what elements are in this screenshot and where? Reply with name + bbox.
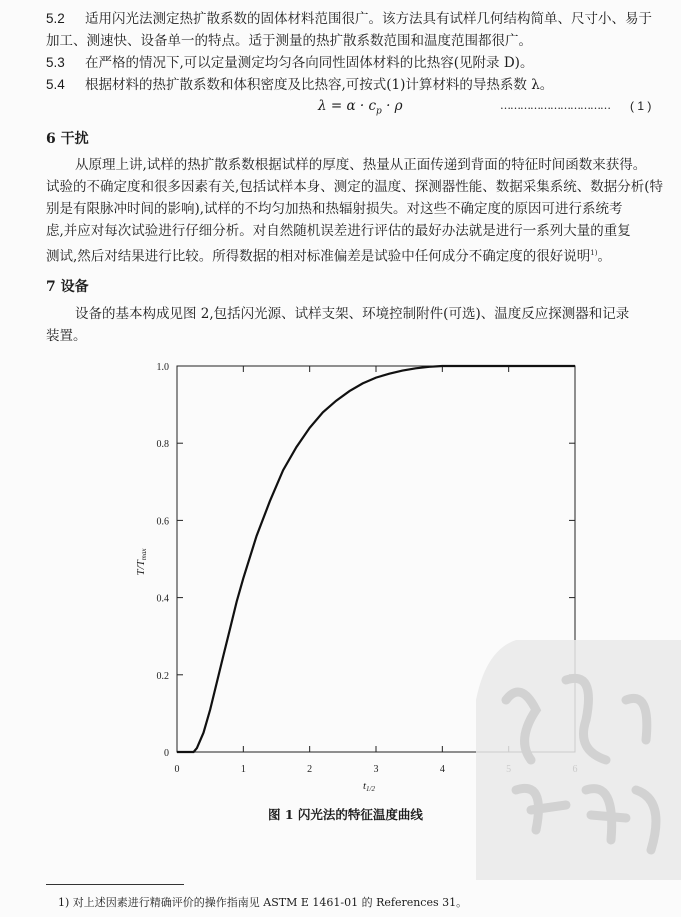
equation-lhs: λ = α · c bbox=[318, 98, 377, 114]
y-tick-label: 1.0 bbox=[156, 362, 169, 373]
x-tick-label: 2 bbox=[307, 764, 313, 775]
x-axis-label bbox=[363, 780, 376, 793]
section-6-line-5: 测试,然后对结果进行比较。所得数据的相对标准偏差是试验中任何成分不确定度的很好说明$^{1)}$。 bbox=[46, 248, 611, 265]
section-5-2-line-2: 加工、测速快、设备单一的特点。适于测量的热扩散系数范围和温度范围都很广。 bbox=[46, 33, 532, 49]
section-5-4-line-1: 根据材料的热扩散系数和体积密度及比热容,可按式(1)计算材料的导热系数 λ。 bbox=[85, 77, 554, 93]
equation-number: ( 1 ) bbox=[630, 99, 652, 113]
watermark-seal bbox=[476, 640, 681, 880]
y-axis-label bbox=[135, 548, 148, 576]
section-5-2-number: 5.2 bbox=[46, 11, 65, 26]
section-7-line-1: 设备的基本构成见图 2,包括闪光源、试样支架、环境控制附件(可选)、温度反应探测器和记录 bbox=[75, 306, 630, 322]
y-tick-label: 0.4 bbox=[156, 593, 169, 605]
equation-1 bbox=[318, 95, 403, 123]
x-tick-label: 1 bbox=[240, 764, 246, 775]
equation-leader-dots: …………………………… bbox=[500, 99, 610, 112]
x-tick-label: 0 bbox=[174, 764, 180, 775]
section-6-heading: 6 干扰 bbox=[46, 131, 89, 147]
y-tick-label: 0.2 bbox=[156, 670, 169, 682]
footnote-reference: 1) bbox=[590, 249, 598, 257]
equation-rhs: · ρ bbox=[381, 98, 403, 114]
section-5-3-number: 5.3 bbox=[46, 55, 65, 70]
x-axis-label-main: t bbox=[362, 780, 367, 792]
section-6-line-2: 试验的不确定度和很多因素有关,包括试样本身、测定的温度、探测器性能、数据采集系统、数据分析(特 bbox=[46, 179, 664, 195]
section-7-line-2: 装置。 bbox=[46, 328, 87, 344]
x-axis-label-sub: 1/2 bbox=[366, 785, 376, 793]
section-6-line-4: 虑,并应对每次试验进行仔细分析。对自然随机误差进行评估的最好办法就是进行一系列大量的重复 bbox=[46, 223, 631, 239]
x-tick-label: 4 bbox=[439, 764, 445, 775]
section-5-2-line-1: 适用闪光法测定热扩散系数的固体材料范围很广。该方法具有试样几何结构简单、尺寸小、易于 bbox=[85, 11, 652, 27]
footnote-text: 1) 对上述因素进行精确评价的操作指南见 ASTM E 1461-01 的 References 31。 bbox=[58, 896, 468, 909]
figure-caption: 图 1 闪光法的特征温度曲线 bbox=[268, 807, 423, 822]
section-5-4-number: 5.4 bbox=[46, 77, 65, 92]
y-axis-label-sub: max bbox=[140, 548, 148, 561]
footnote-separator bbox=[46, 884, 184, 885]
y-tick-label: 0 bbox=[164, 748, 169, 759]
y-axis-label-main: T/T bbox=[135, 560, 147, 576]
y-tick-label: 0.6 bbox=[156, 516, 169, 528]
section-6-line-5-text: 测试,然后对结果进行比较。所得数据的相对标准偏差是试验中任何成分不确定度的很好说明 bbox=[46, 248, 591, 265]
section-7-heading: 7 设备 bbox=[46, 279, 89, 295]
section-5-3-line-1: 在严格的情况下,可以定量测定均匀各向同性固体材料的比热容(见附录 D)。 bbox=[85, 55, 534, 71]
section-6-line-1: 从原理上讲,试样的热扩散系数根据试样的厚度、热量从正面传递到背面的特征时间函数来获得。 bbox=[75, 157, 647, 173]
x-tick-label: 3 bbox=[373, 764, 379, 775]
y-tick-label: 0.8 bbox=[156, 439, 169, 451]
equation-subscript: p bbox=[376, 106, 382, 117]
section-6-line-3: 别是有限脉冲时间的影响),试样的不均匀加热和热辐射损失。对这些不确定度的原因可进行系统考 bbox=[46, 201, 623, 217]
